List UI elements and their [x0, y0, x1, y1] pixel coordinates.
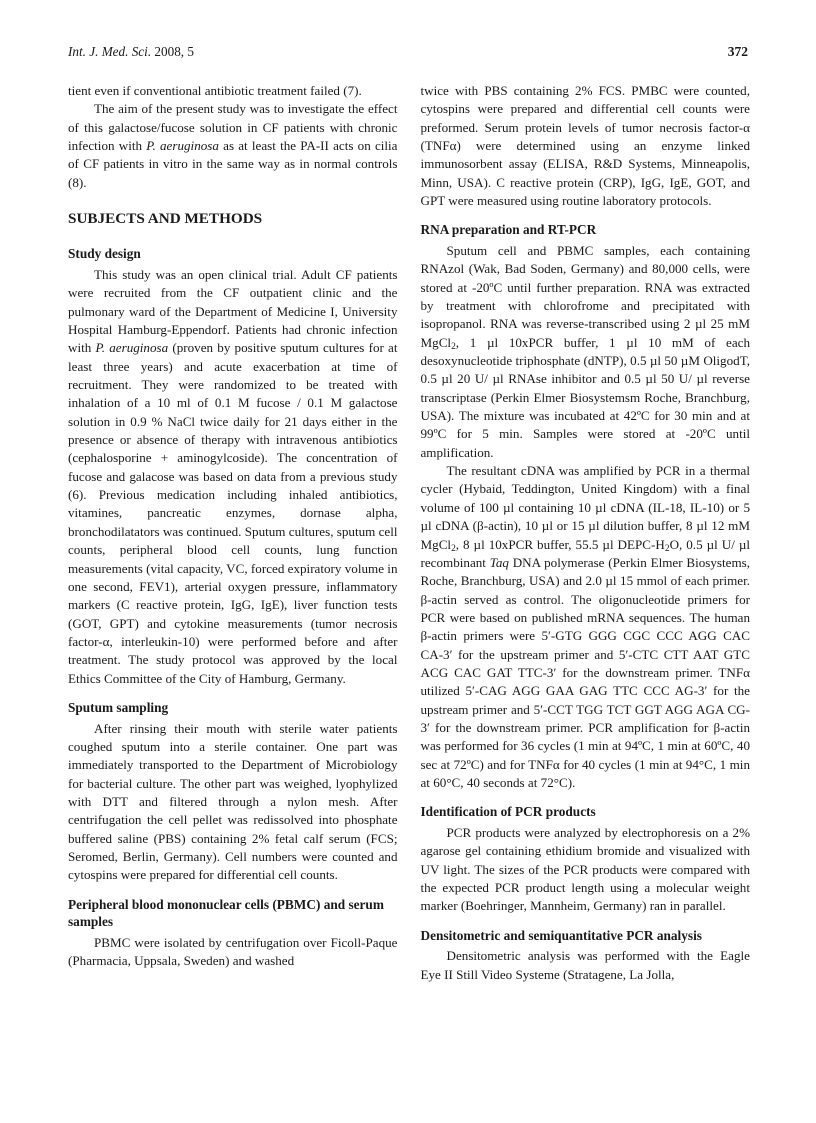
paragraph-rna-preparation: [421, 242, 751, 462]
heading-rna-preparation-rt-pcr: RNA preparation and RT-PCR: [420, 222, 597, 238]
paragraph-aim: [68, 100, 398, 192]
page-header: [68, 44, 748, 60]
paragraph-identification: PCR products were analyzed by electrophoresis on a 2% agarose gel containing ethidium bromide and visualized with UV light. The sizes of the PCR products were compared with the expected PCR product length using a molecular weight marker (Boehringer, Mannheim, Germany) ran in parallel.: [420, 824, 750, 914]
heading-study-design: Study design: [68, 246, 141, 262]
paragraph-aim-pre: The aim of the present study was to investigate the effect of this galactose/fucose solution in CF patients with chronic infection with: [68, 101, 398, 154]
pcr-text-d: DNA polymerase (Perkin Elmer Biosystems, Roche, Branchburg, USA) and 2.0 µl 15 mmol of each primer. β-actin served as control. The oligonucleotide primers for PCR were based on published mRNA sequences. The human β-actin primers were 5′-GTG GGG CGC CCC AGG CAC CA-3′ for the upstream primer and 5′-CTC CTT AAT GTC ACG CAC GAT TTC-3′ for the downstream primer. TNFα utilized 5′-CAG AGG GAA GAG TTC CCC AG-3′ for the upstream primer and 5′-CCT TGG TCT GGT AGG AGA CG-3′ for the downstream primer. PCR amplification for β-actin was performed for 36 cycles (1 min at 94ºC, 1 min at 60ºC, 40 sec at 72ºC) and for TNFα for 40 cycles (1 min at 94°C, 1 min at 60°C, 40 seconds at 72°C).: [420, 554, 750, 790]
pcr-text-a: The resultant cDNA was amplified by PCR in a thermal cycler (Hybaid, Teddington, United Kingdom) with a final volume of 100 µl containing 10 µl cDNA (IL-18, IL-10) or 5 µl cDNA (β-actin), 10 µl or 15 µl dilution buffer, 8 µl 12 mM MgCl: [420, 463, 750, 552]
study-design-pre: This study was an open clinical trial. Adult CF patients were recruited from the CF outpatient clinic and the pulmonary ward of the Department of Medicine I, University Hospital Hamburg-Eppendorf. Patients had chronic infection with: [68, 267, 398, 356]
species-name: P. aeruginosa: [95, 340, 169, 356]
page-number: 372: [727, 44, 748, 59]
heading-subjects-and-methods: SUBJECTS AND METHODS: [68, 210, 263, 228]
right-column: [421, 82, 751, 984]
species-name: P. aeruginosa: [146, 138, 219, 154]
pcr-text-c: O, 0.5 µl U/ µl recombinant: [420, 536, 750, 570]
pcr-text-b: , 8 µl 10xPCR buffer, 55.5 µl DEPC-H: [455, 536, 665, 552]
subscript-two: 2: [451, 543, 456, 554]
journal-reference: [68, 44, 194, 60]
study-design-post: (proven by positive sputum cultures for at least three years) and acute exacerbation at time of recruitment. They were randomized to be treated with inhalation of a 10 ml of 0.1 M fucose / 0.1 M galactose solution in 0.9 % NaCl twice daily for 21 days either in the presence or absence of therapy with intravenous antibiotics (cephalosporine + aminogylcoside). The concentration of fucose and galacose was based on data from a previous study (6). Previous medication including inhaled antibiotics, vitamines, pancreatic enzymes, dornase alpha, bronchodilatators was continued. Sputum cultures, sputum cell counts, peripheral blood cell counts, lung function measurements (vital capacity, VC, forced expiratory volume in one second, FEV1), arterial oxygen pressure, inflammatory markers (C reactive protein, IgG, IgE), liver function tests (GOT, GPT) and cytokine measurements (tumor necrosis factor-α, interleukin-10) were performed before and after treatment. The study protocol was approved by the local Ethics Committee of the City of Hamburg, Germany.: [68, 340, 398, 686]
paragraph-pbmc-continued: twice with PBS containing 2% FCS. PMBC were counted, cytospins were prepared and differential cell counts were preformed. Serum protein levels of tumor necrosis factor-α (TNFα) were determined using an enzyme linked immunosorbent assay (ELISA, R&D Systems, Minneapolis, Minn, USA). C reactive protein (CRP), IgG, IgE, GOT, and GPT were measured using routine laboratory protocols.: [420, 83, 750, 209]
rna-prep-text-a: Sputum cell and PBMC samples, each containing RNAzol (Wak, Bad Soden, Germany) and 80,000 cells, were stored at -20ºC until further preparation. RNA was extracted by treatment with chlorofrome and precipitated with isopropanol. RNA was reverse-transcribed using 2 µl 25 mM MgCl: [420, 243, 750, 350]
subscript-two: 2: [664, 543, 670, 554]
paragraph-aim-post: as at least the PA-II acts on cilia of CF patients in vitro in the same way as in normal controls (8).: [68, 138, 398, 190]
rna-prep-text-b: , 1 µl 10xPCR buffer, 1 µl 10 mM of each desoxynucleotide triphosphate (dNTP), 0.5 µl 50 µM OligodT, 0.5 µl 20 U/ µl RNAse inhibitor and 0.5 µl 50 U/ µl reverse transcriptase (Perkin Elmer Biosystemsm Roche, Branchburg, USA). The mixture was incubated at 42ºC for 30 min and at 99ºC for 5 min. Samples were stored at -20ºC until amplification.: [420, 334, 750, 460]
paragraph-densitometric: Densitometric analysis was performed with the Eagle Eye II Still Video Systeme (Stratagene, La Jolla,: [420, 948, 750, 982]
journal-title: Int. J. Med. Sci.: [68, 44, 152, 59]
heading-densitometric-analysis: Densitometric and semiquantitative PCR analysis: [420, 927, 702, 943]
paragraph-continued: tient even if conventional antibiotic treatment failed (7).: [68, 83, 362, 98]
paragraph-pbmc: PBMC were isolated by centrifugation over Ficoll-Paque (Pharmacia, Uppsala, Sweden) and washed: [68, 934, 398, 969]
paragraph-sputum-sampling: After rinsing their mouth with sterile water patients coughed sputum into a sterile container. One part was immediately transported to the Department of Microbiology for bacterial culture. The other part was weighed, lyophylized with DTT and filtered through a nylon mesh. After centrifugation the cell pellet was redissolved into phosphate buffered saline (PBS) containing 2% fetal calf serum (FCS; Seromed, Berlin, Germany). Cell numbers were counted and cytospins were prepared for differential cell counts.: [68, 720, 398, 883]
taq-italic: Taq: [489, 554, 509, 570]
paragraph-pcr-amplification: [421, 462, 751, 792]
heading-identification-pcr-products: Identification of PCR products: [420, 804, 596, 820]
left-column: [68, 82, 398, 984]
journal-volume: 2008, 5: [151, 44, 194, 59]
subscript-two: 2: [451, 341, 456, 352]
paragraph-study-design: [68, 266, 398, 688]
heading-sputum-sampling: Sputum sampling: [68, 699, 169, 715]
heading-pbmc-serum-samples: Peripheral blood mononuclear cells (PBMC) and serum samples: [68, 896, 384, 930]
two-column-body: [68, 82, 750, 984]
